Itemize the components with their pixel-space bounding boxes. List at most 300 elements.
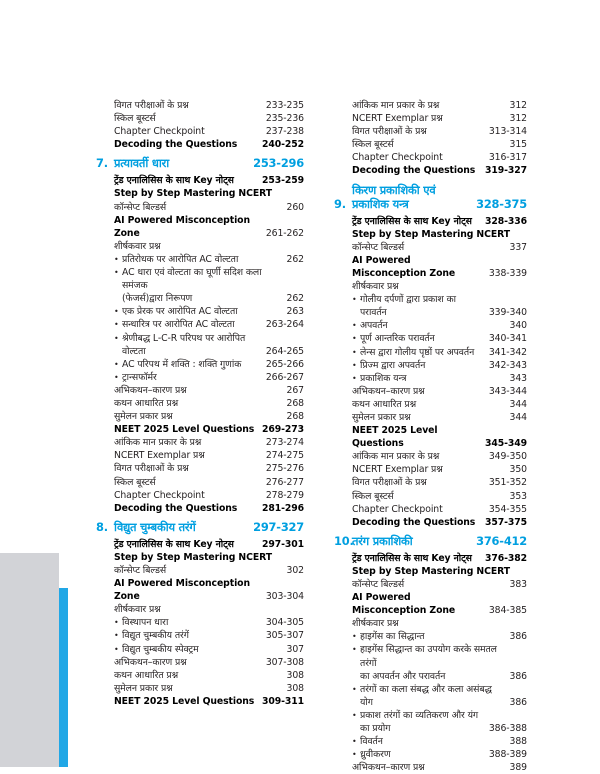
entry-pages: 337 (509, 241, 527, 253)
entry-label (334, 735, 510, 748)
entry-text: NEET 2025 Level Questions (352, 425, 438, 450)
toc-entry-row (96, 462, 304, 475)
toc-entry-row (334, 138, 527, 151)
entry-text: अभिकथन–कारण प्रश्न (352, 762, 425, 774)
entry-pages: 386 (509, 696, 527, 708)
entry-label (96, 397, 287, 410)
entry-pages: 308 (286, 669, 304, 681)
entry-pages: 316-317 (488, 152, 527, 164)
toc-entry-row (96, 138, 304, 151)
toc-entry-row (96, 423, 304, 436)
toc-entry-row (96, 187, 304, 200)
entry-pages: 233-235 (265, 100, 304, 111)
toc-entry-row (334, 748, 527, 761)
toc-entry-row (334, 319, 527, 332)
toc-entry-row (96, 669, 304, 682)
entry-pages: 308 (286, 682, 304, 694)
entry-label (334, 463, 510, 476)
bullet-icon: • (114, 631, 119, 641)
entry-text: कॉन्सेप्ट बिल्डर्स (352, 241, 405, 253)
entry-label (334, 578, 510, 591)
entry-label (334, 503, 489, 516)
entry-text: तरंगों का कला संबद्ध और कला असंबद्ध योग (360, 683, 492, 708)
entry-pages: 263-264 (265, 319, 304, 331)
entry-pages: 276-277 (265, 476, 304, 488)
entry-text: शीर्षकवार प्रश्न (114, 240, 161, 252)
entry-pages: 237-238 (265, 126, 304, 138)
toc-entry-row (334, 215, 527, 228)
toc-entry-row (334, 99, 527, 112)
bullet-icon: • (114, 307, 119, 317)
entry-text: Chapter Checkpoint (352, 152, 443, 164)
chapter-pages: 376-412 (476, 533, 527, 548)
entry-text: Decoding the Questions (114, 502, 238, 514)
entry-text: NCERT Exemplar प्रश्न (114, 450, 205, 462)
entry-label (96, 643, 287, 656)
bullet-icon: • (352, 645, 357, 655)
entry-label (96, 616, 266, 629)
entry-pages: 351-352 (488, 477, 527, 489)
entry-label (334, 709, 489, 735)
entry-pages: 350 (509, 464, 527, 476)
entry-pages: 307-308 (265, 656, 304, 668)
entry-text: प्रकाशिक यन्त्र (360, 372, 407, 384)
entry-text: AI Powered Misconception Zone (114, 214, 250, 239)
toc-entry-row (96, 449, 304, 462)
entry-text: कॉन्सेप्ट बिल्डर्स (114, 565, 167, 576)
entry-text: Step by Step Mastering NCERT (114, 188, 272, 200)
entry-text: विवर्तन (360, 736, 383, 748)
entry-pages: 386-388 (488, 723, 527, 735)
toc-entry-row (334, 735, 527, 748)
bullet-icon: • (352, 321, 357, 331)
bullet-icon: • (352, 684, 357, 694)
entry-label (96, 551, 304, 564)
toc-entry-row (334, 385, 527, 398)
entry-label (334, 565, 527, 578)
entry-label (334, 424, 485, 450)
toc-entry-row (96, 603, 304, 616)
chapter-pages: 328-375 (476, 196, 527, 211)
entry-label (96, 449, 266, 462)
entry-label (96, 462, 266, 475)
entry-label (96, 332, 266, 358)
toc-entry-row (334, 516, 527, 529)
toc-entry-row (96, 564, 304, 577)
toc-entry-row (334, 503, 527, 516)
page-edge-gray-block (0, 553, 59, 767)
entry-pages: 376-382 (485, 552, 527, 564)
toc-entry-row (96, 538, 304, 551)
entry-text: प्रकाश तरंगों का व्यतिकरण और यंग का प्रयोग (360, 709, 479, 735)
toc-entry-row (96, 397, 304, 410)
entry-label (96, 253, 287, 266)
entry-text: Decoding the Questions (352, 516, 476, 528)
entry-label (334, 630, 510, 643)
bullet-icon: • (352, 750, 357, 760)
toc-entry-row (96, 436, 304, 449)
entry-pages: 312 (509, 113, 527, 125)
toc-entry-row (334, 411, 527, 424)
entry-label (96, 423, 262, 436)
entry-label (334, 398, 510, 411)
entry-text-line2: (फेजर्स)द्वारा निरूपण (122, 293, 193, 305)
entry-pages: 269-273 (262, 424, 304, 436)
entry-label (96, 656, 266, 669)
chapter-pages: 253-296 (253, 156, 304, 171)
chapter-number: 8. (96, 519, 108, 534)
bullet-icon: • (352, 334, 357, 344)
entry-pages: 273-274 (265, 437, 304, 449)
toc-entry-row (334, 565, 527, 578)
entry-pages: 260 (286, 201, 304, 213)
toc-entry-row (96, 502, 304, 515)
toc-chapter-row (334, 534, 527, 548)
entry-pages: 340 (509, 320, 527, 332)
toc-column-right (334, 99, 527, 774)
toc-entry-row (96, 253, 304, 266)
toc-entry-row (334, 359, 527, 372)
entry-text: शीर्षकवार प्रश्न (352, 618, 399, 630)
entry-text: सुमेलन प्रकार प्रश्न (352, 411, 411, 423)
toc-entry-row (334, 151, 527, 164)
entry-pages: 344 (509, 398, 527, 410)
entry-label (96, 305, 287, 318)
entry-label (334, 490, 510, 503)
entry-label (334, 643, 510, 682)
bullet-icon: • (114, 333, 119, 343)
entry-pages: 357-375 (485, 516, 527, 528)
entry-label (334, 516, 485, 529)
toc-entry-row (334, 761, 527, 774)
entry-pages: 344 (509, 411, 527, 423)
toc-entry-row (96, 489, 304, 502)
entry-label (96, 112, 266, 125)
entry-text: प्रिज्म द्वारा अपवर्तन (360, 359, 426, 371)
entry-text: सुमेलन प्रकार प्रश्न (114, 682, 173, 694)
entry-pages: 383 (509, 579, 527, 590)
toc-entry-row (334, 254, 527, 280)
entry-label (96, 682, 287, 695)
entry-text: कथन आधारित प्रश्न (114, 669, 179, 681)
entry-label (96, 476, 266, 489)
chapter-title: किरण प्रकाशिकी एवं प्रकाशिक यन्त्र (352, 182, 436, 211)
entry-pages: 315 (509, 139, 527, 151)
toc-entry-row (96, 656, 304, 669)
entry-label (334, 617, 527, 630)
entry-label (334, 332, 489, 345)
entry-text: स्किल बूस्टर्स (114, 113, 156, 125)
entry-text: कथन आधारित प्रश्न (114, 397, 179, 409)
toc-entry-row (96, 174, 304, 187)
entry-text: अभिकथन–कारण प्रश्न (114, 384, 187, 396)
entry-label (96, 371, 266, 384)
entry-label (96, 384, 287, 397)
toc-entry-row (96, 125, 304, 138)
toc-chapter-row (96, 156, 304, 170)
entry-pages: 267 (286, 384, 304, 396)
chapter-title: तरंग प्रकाशिकी (352, 533, 413, 548)
entry-text: सुमेलन प्रकार प्रश्न (114, 411, 173, 423)
entry-label (334, 228, 527, 241)
entry-label (334, 591, 489, 617)
entry-pages: 309-311 (262, 695, 304, 707)
entry-pages: 339-340 (488, 307, 527, 319)
entry-pages: 281-296 (262, 502, 304, 514)
entry-label (334, 125, 489, 138)
toc-entry-row (96, 266, 304, 305)
toc-entry-row (334, 293, 527, 319)
entry-text: हाइगेंस सिद्धान्त का उपयोग करके समतल तरंगों (360, 644, 497, 669)
toc-entry-row (334, 372, 527, 385)
entry-pages: 386 (509, 670, 527, 682)
entry-label (334, 411, 510, 424)
entry-text: अभिकथन–कारण प्रश्न (352, 385, 425, 397)
entry-label (334, 293, 489, 319)
toc-entry-row (334, 346, 527, 359)
entry-pages: 262 (286, 293, 304, 305)
entry-label (96, 695, 262, 708)
toc-entry-row (96, 616, 304, 629)
entry-text: लेन्स द्वारा गोलीय पृष्ठों पर अपवर्तन (360, 346, 475, 358)
entry-pages: 261-262 (265, 227, 304, 239)
entry-label (334, 476, 489, 489)
entry-label (334, 385, 489, 398)
entry-label (96, 410, 287, 423)
entry-pages: 262 (286, 253, 304, 265)
entry-text: Step by Step Mastering NCERT (114, 551, 272, 563)
entry-label (96, 125, 266, 138)
entry-text: Decoding the Questions (352, 165, 476, 177)
bullet-icon: • (352, 710, 357, 720)
entry-label (334, 761, 510, 774)
entry-pages: 275-276 (265, 463, 304, 475)
toc-entry-row (96, 629, 304, 642)
entry-label (96, 502, 262, 515)
entry-text: एक प्रेरक पर आरोपित AC वोल्टता (122, 306, 238, 318)
bullet-icon: • (352, 632, 357, 642)
entry-label (96, 564, 287, 577)
chapter-number: 9. (334, 196, 346, 211)
toc-entry-row (334, 490, 527, 503)
entry-pages: 278-279 (265, 489, 304, 501)
toc-entry-row (96, 305, 304, 318)
entry-label (96, 99, 266, 112)
entry-pages: 384-385 (488, 605, 527, 617)
entry-label (96, 577, 266, 603)
entry-pages: 354-355 (488, 503, 527, 515)
entry-label (334, 164, 485, 177)
entry-pages: 297-301 (262, 538, 304, 550)
entry-pages: 274-275 (265, 450, 304, 462)
toc-entry-row (96, 112, 304, 125)
entry-text: Decoding the Questions (114, 139, 238, 151)
entry-pages: 235-236 (265, 113, 304, 125)
toc-entry-row (96, 551, 304, 564)
entry-text: विगत परीक्षाओं के प्रश्न (352, 126, 427, 138)
bullet-icon: • (352, 295, 357, 305)
entry-label (334, 748, 489, 761)
entry-pages: 328-336 (485, 215, 527, 227)
entry-label (96, 669, 287, 682)
bullet-icon: • (114, 254, 119, 264)
entry-pages: 319-327 (485, 165, 527, 177)
entry-text: NCERT Exemplar प्रश्न (352, 464, 443, 476)
entry-pages: 263 (286, 306, 304, 318)
entry-text: ट्रेंड एनालिसिस के साथ Key नोट्स (352, 215, 472, 227)
chapter-title: विद्युत चुम्बकीय तरंगें (114, 519, 196, 534)
entry-text: ट्रेंड एनालिसिस के साथ Key नोट्स (114, 175, 234, 187)
entry-text: विगत परीक्षाओं के प्रश्न (352, 477, 427, 489)
toc-entry-row (334, 450, 527, 463)
entry-label (96, 318, 266, 331)
toc-entry-row (334, 578, 527, 591)
chapter-title: प्रत्यावर्ती धारा (114, 156, 170, 171)
toc-entry-row (334, 228, 527, 241)
entry-label (334, 450, 489, 463)
chapter-pages: 297-327 (253, 519, 304, 534)
entry-text: Chapter Checkpoint (352, 503, 443, 515)
entry-label (96, 489, 266, 502)
entry-text: हाइगेंस का सिद्धान्त (360, 631, 425, 643)
entry-pages: 342-343 (488, 359, 527, 371)
entry-label (334, 138, 510, 151)
entry-label (96, 187, 304, 200)
entry-pages: 389 (509, 762, 527, 774)
bullet-icon: • (352, 360, 357, 370)
entry-pages: 302 (286, 565, 304, 576)
toc-entry-row (96, 371, 304, 384)
entry-text: ट्रेंड एनालिसिस के साथ Key नोट्स (114, 538, 234, 550)
entry-text: Chapter Checkpoint (114, 489, 205, 501)
entry-pages: 240-252 (262, 139, 304, 151)
entry-text: कथन आधारित प्रश्न (352, 398, 417, 410)
entry-pages: 304-305 (265, 617, 304, 629)
toc-entry-row (334, 112, 527, 125)
entry-text-line2: का अपवर्तन और परावर्तन (360, 670, 446, 682)
entry-text: स्किल बूस्टर्स (352, 490, 394, 502)
toc-entry-row (334, 424, 527, 450)
entry-pages: 303-304 (265, 591, 304, 603)
entry-text: शीर्षकवार प्रश्न (352, 281, 399, 293)
entry-text: गोलीय दर्पणों द्वारा प्रकाश का परावर्तन (360, 294, 456, 319)
toc-column-left (96, 99, 304, 708)
entry-pages: 353 (509, 490, 527, 502)
entry-text: शीर्षकवार प्रश्न (114, 604, 161, 616)
toc-entry-row (334, 463, 527, 476)
toc-entry-row (334, 683, 527, 709)
toc-entry-row (96, 358, 304, 371)
entry-text: अपवर्तन (360, 320, 388, 332)
bullet-icon: • (114, 320, 119, 330)
entry-label (334, 372, 510, 385)
toc-entry-row (334, 280, 527, 293)
toc-entry-row (334, 125, 527, 138)
entry-text: ध्रुवीकरण (360, 749, 391, 761)
entry-text: अभिकथन–कारण प्रश्न (114, 656, 187, 668)
toc-entry-row (96, 643, 304, 656)
entry-pages: 305-307 (265, 630, 304, 642)
toc-entry-row (96, 214, 304, 240)
entry-text: Step by Step Mastering NCERT (352, 228, 510, 240)
entry-pages: 264-265 (265, 345, 304, 357)
entry-pages: 268 (286, 397, 304, 409)
entry-pages: 268 (286, 411, 304, 423)
toc-entry-row (96, 476, 304, 489)
entry-text: AI Powered Misconception Zone (352, 254, 456, 279)
entry-text: आंकिक मान प्रकार के प्रश्न (352, 451, 440, 463)
toc-entry-row (96, 99, 304, 112)
bullet-icon: • (352, 737, 357, 747)
entry-text: AI Powered Misconception Zone (114, 578, 250, 603)
entry-label (96, 266, 287, 305)
toc-entry-row (334, 398, 527, 411)
entry-label (96, 174, 262, 187)
entry-label (334, 552, 485, 565)
entry-text: आंकिक मान प्रकार के प्रश्न (352, 100, 440, 111)
entry-text: विद्युत चुम्बकीय स्पेक्ट्रम (122, 643, 199, 655)
entry-label (334, 280, 527, 293)
entry-pages: 386 (509, 631, 527, 643)
entry-pages: 388-389 (488, 749, 527, 761)
entry-text: श्रेणीबद्ध L-C-R परिपथ पर आरोपित वोल्टता (122, 332, 246, 357)
entry-pages: 343-344 (488, 385, 527, 397)
toc-entry-row (96, 682, 304, 695)
entry-label (96, 214, 266, 240)
bullet-icon: • (352, 373, 357, 383)
entry-label (96, 201, 287, 214)
toc-entry-row (334, 332, 527, 345)
toc-entry-row (96, 577, 304, 603)
entry-label (96, 240, 304, 253)
toc-entry-row (96, 410, 304, 423)
entry-pages: 388 (509, 736, 527, 748)
entry-text: ट्रेंड एनालिसिस के साथ Key नोट्स (352, 552, 472, 564)
entry-text: AC धारा एवं वोल्टता का घूर्णी सदिश कला समंजक (122, 267, 262, 292)
bullet-icon: • (114, 618, 119, 628)
entry-label (96, 436, 266, 449)
toc-entry-row (334, 241, 527, 254)
entry-pages: 345-349 (485, 438, 527, 450)
toc-entry-row (334, 164, 527, 177)
entry-pages: 340-341 (488, 333, 527, 345)
entry-text: NEET 2025 Level Questions (114, 424, 255, 436)
entry-label (96, 538, 262, 551)
entry-text: विस्थापन धारा (122, 617, 169, 629)
entry-text: Chapter Checkpoint (114, 126, 205, 138)
chapter-number: 10. (334, 533, 354, 548)
entry-text: स्किल बूस्टर्स (114, 476, 156, 488)
entry-text: कॉन्सेप्ट बिल्डर्स (352, 579, 405, 590)
entry-text: Step by Step Mastering NCERT (352, 565, 510, 577)
bullet-icon: • (114, 644, 119, 654)
entry-pages: 343 (509, 372, 527, 384)
toc-entry-row (96, 384, 304, 397)
toc-entry-row (96, 332, 304, 358)
toc-entry-row (334, 643, 527, 682)
toc-entry-row (96, 318, 304, 331)
entry-pages: 253-259 (262, 175, 304, 187)
toc-entry-row (334, 630, 527, 643)
entry-label (334, 151, 489, 164)
entry-text: विगत परीक्षाओं के प्रश्न (114, 100, 189, 111)
entry-text: स्किल बूस्टर्स (352, 139, 394, 151)
entry-text: NCERT Exemplar प्रश्न (352, 113, 443, 125)
bullet-icon: • (352, 347, 357, 357)
entry-label (334, 99, 510, 112)
page-edge-blue-bar (59, 588, 68, 767)
toc-chapter-row (334, 183, 527, 211)
